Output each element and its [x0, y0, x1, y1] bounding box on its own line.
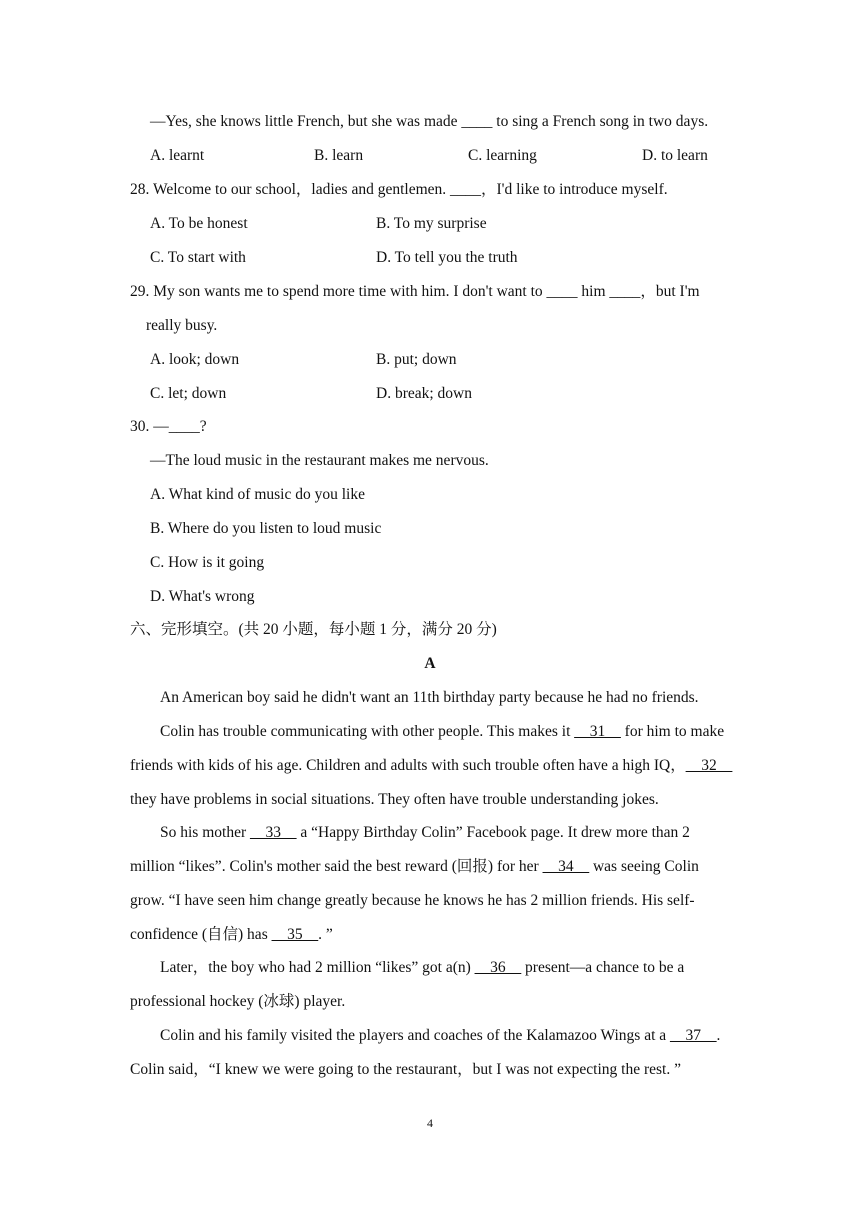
q29-option-d: D. break; down [376, 385, 472, 402]
q28-option-a: A. To be honest [150, 215, 248, 232]
q30-option-d: D. What's wrong [150, 588, 255, 605]
q30-option-b: B. Where do you listen to loud music [150, 520, 382, 537]
q27-option-d: D. to learn [642, 147, 708, 164]
q27-option-b: B. learn [314, 147, 364, 164]
q28-stem: 28. Welcome to our school，ladies and gentlemen. ____，I'd like to introduce myself. [130, 181, 668, 198]
blank-36: __36__ [474, 959, 522, 976]
q27-option-a: A. learnt [150, 147, 205, 164]
passage-label: A [424, 655, 436, 672]
q28-option-d: D. To tell you the truth [376, 249, 518, 266]
passage-paragraph-2-line3: they have problems in social situations. They often have trouble understanding jokes. [130, 791, 659, 808]
q29-stem-line2: really busy. [146, 317, 218, 334]
q30-option-a: A. What kind of music do you like [150, 486, 365, 503]
blank-33: __33__ [250, 824, 297, 841]
passage-paragraph-5-line2: Colin said，“I knew we were going to the restaurant，but I was not expecting the rest. ” [130, 1061, 681, 1078]
q29-option-c: C. let; down [150, 385, 227, 402]
passage-paragraph-2-line1: Colin has trouble communicating with other people. This makes it __31__ for him to make [160, 723, 725, 740]
q29-option-b: B. put; down [376, 351, 457, 368]
q28-option-b: B. To my surprise [376, 215, 487, 232]
blank-37: __37__ [670, 1027, 717, 1044]
q28-option-c: C. To start with [150, 249, 246, 266]
passage-paragraph-2-line2: friends with kids of his age. Children and adults with such trouble often have a high IQ，__32__ [130, 757, 733, 774]
q27-dialog-line: —Yes, she knows little French, but she was made ____ to sing a French song in two days. [150, 113, 709, 130]
q30-stem: 30. —____? [130, 418, 207, 435]
passage-paragraph-3-line3: grow. “I have seen him change greatly because he knows he has 2 million friends. His self- [130, 892, 695, 909]
q29-option-a: A. look; down [150, 351, 240, 368]
passage-paragraph-1: An American boy said he didn't want an 11th birthday party because he had no friends. [160, 689, 699, 706]
q30-option-c: C. How is it going [150, 554, 265, 571]
blank-35: __35__ [271, 926, 319, 943]
section-heading: 六、完形填空。(共 20 小题，每小题 1 分，满分 20 分) [130, 621, 497, 638]
blank-34: __34__ [542, 858, 590, 875]
passage-paragraph-4-line1: Later，the boy who had 2 million “likes” got a(n) __36__ present—a chance to be a [160, 959, 685, 976]
passage-paragraph-4-line2: professional hockey (冰球) player. [130, 993, 346, 1010]
page-number: 4 [427, 1116, 433, 1130]
q27-option-c: C. learning [468, 147, 537, 164]
blank-32: __32__ [685, 757, 733, 774]
passage-paragraph-3-line1: So his mother __33__ a “Happy Birthday Colin” Facebook page. It drew more than 2 [160, 824, 690, 841]
passage-paragraph-3-line4: confidence (自信) has __35__. ” [130, 926, 333, 943]
passage-paragraph-3-line2: million “likes”. Colin's mother said the best reward (回报) for her __34__ was seeing Colin [130, 858, 699, 875]
blank-31: __31__ [574, 723, 621, 740]
q30-reply: —The loud music in the restaurant makes me nervous. [150, 452, 489, 469]
passage-paragraph-5-line1: Colin and his family visited the players and coaches of the Kalamazoo Wings at a __37__. [160, 1027, 721, 1044]
q29-stem-line1: 29. My son wants me to spend more time with him. I don't want to ____ him ____，but I'm [130, 283, 700, 300]
